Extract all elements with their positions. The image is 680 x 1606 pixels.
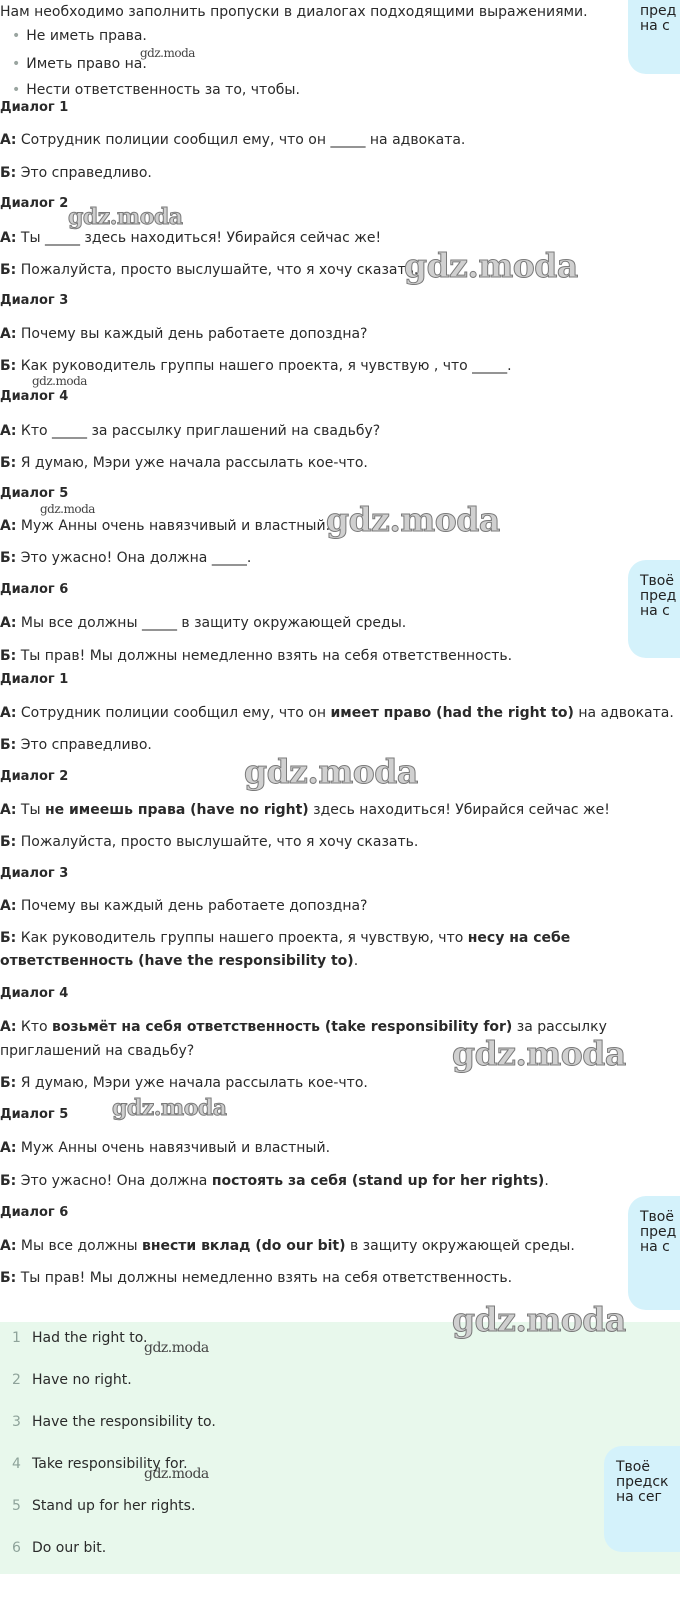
dialog-line: приглашений на свадьбу?	[0, 1043, 195, 1059]
answer-item: 1 Had the right to.	[12, 1330, 148, 1346]
watermark: gdz.moda	[452, 1034, 626, 1073]
watermark: gdz.moda	[144, 1340, 209, 1356]
dialog-line: А: Почему вы каждый день работаете допоздна?	[0, 898, 368, 914]
answer-list	[0, 1322, 680, 1574]
dialog-line: ответственность (have the responsibility to).	[0, 953, 359, 969]
watermark: gdz.moda	[144, 1466, 209, 1482]
dialog-heading: Диалог 3	[0, 866, 69, 881]
watermark: gdz.moda	[452, 1300, 626, 1339]
chat-bubble[interactable]: Твоё пред на с	[628, 560, 680, 658]
dialog-line: Б: Я думаю, Мэри уже начала рассылать кое-что.	[0, 1075, 368, 1091]
dialog-heading: Диалог 1	[0, 672, 69, 687]
dialog-heading: Диалог 4	[0, 986, 69, 1001]
answer-item: 3 Have the responsibility to.	[12, 1414, 216, 1430]
dialog-line: А: Почему вы каждый день работаете допоздна?	[0, 326, 368, 342]
chat-bubble[interactable]: Твоё пред на с	[628, 1196, 680, 1310]
dialog-heading: Диалог 4	[0, 389, 69, 404]
phrase-item: • Нести ответственность за то, чтобы.	[12, 82, 300, 98]
dialog-line: Б: Я думаю, Мэри уже начала рассылать кое-что.	[0, 455, 368, 471]
dialog-heading: Диалог 5	[0, 1107, 69, 1122]
answer-item: 5 Stand up for her rights.	[12, 1498, 196, 1514]
dialog-line: А: Сотрудник полиции сообщил ему, что он _____ на адвоката.	[0, 132, 466, 148]
dialog-heading: Диалог 3	[0, 293, 69, 308]
dialog-line: А: Мы все должны внести вклад (do our bit) в защиту окружающей среды.	[0, 1238, 575, 1254]
watermark: gdz.moda	[68, 204, 183, 230]
watermark: gdz.moda	[326, 500, 500, 539]
dialog-line: А: Кто _____ за рассылку приглашений на свадьбу?	[0, 423, 381, 439]
chat-bubble[interactable]: Твоё предск на сег	[604, 1446, 680, 1552]
watermark: gdz.moda	[140, 46, 195, 60]
dialog-line: А: Ты не имеешь права (have no right) здесь находиться! Убирайся сейчас же!	[0, 802, 610, 818]
dialog-line: Б: Пожалуйста, просто выслушайте, что я хочу сказать.	[0, 834, 419, 850]
dialog-line: Б: Пожалуйста, просто выслушайте, что я хочу сказать.	[0, 262, 419, 278]
dialog-line: Б: Как руководитель группы нашего проекта, я чувствую , что _____.	[0, 358, 512, 374]
dialog-line: Б: Как руководитель группы нашего проекта, я чувствую, что несу на себе	[0, 930, 571, 946]
dialog-heading: Диалог 5	[0, 486, 69, 501]
dialog-line: А: Мы все должны _____ в защиту окружающей среды.	[0, 615, 407, 631]
dialog-heading: Диалог 1	[0, 100, 69, 115]
chat-bubble[interactable]: пред на с	[628, 0, 680, 74]
dialog-line: Б: Ты прав! Мы должны немедленно взять на себя ответственность.	[0, 648, 513, 664]
dialog-line: Б: Это ужасно! Она должна _____.	[0, 550, 252, 566]
watermark: gdz.moda	[112, 1095, 227, 1121]
dialog-heading: Диалог 6	[0, 582, 69, 597]
watermark: gdz.moda	[40, 502, 95, 516]
dialog-line: Б: Это ужасно! Она должна постоять за себя (stand up for her rights).	[0, 1173, 549, 1189]
watermark: gdz.moda	[404, 246, 578, 285]
dialog-line: Б: Это справедливо.	[0, 737, 152, 753]
intro-text: Нам необходимо заполнить пропуски в диалогах подходящими выражениями.	[0, 4, 588, 20]
phrase-item: • Не иметь права.	[12, 28, 147, 44]
watermark: gdz.moda	[32, 374, 87, 388]
dialog-heading: Диалог 2	[0, 196, 69, 211]
dialog-line: А: Ты _____ здесь находиться! Убирайся сейчас же!	[0, 230, 382, 246]
watermark: gdz.moda	[244, 752, 418, 791]
dialog-heading: Диалог 6	[0, 1205, 69, 1220]
dialog-heading: Диалог 2	[0, 769, 69, 784]
dialog-line: А: Муж Анны очень навязчивый и властный.	[0, 1140, 331, 1156]
dialog-line: А: Кто возьмёт на себя ответственность (take responsibility for) за рассылку	[0, 1019, 607, 1035]
dialog-line: Б: Ты прав! Мы должны немедленно взять на себя ответственность.	[0, 1270, 513, 1286]
answer-item: 2 Have no right.	[12, 1372, 132, 1388]
answer-item: 4 Take responsibility for.	[12, 1456, 188, 1472]
phrase-item: • Иметь право на.	[12, 56, 147, 72]
dialog-line: А: Муж Анны очень навязчивый и властный.	[0, 518, 331, 534]
dialog-line: Б: Это справедливо.	[0, 165, 152, 181]
dialog-line: А: Сотрудник полиции сообщил ему, что он имеет право (had the right to) на адвоката.	[0, 705, 674, 721]
answer-item: 6 Do our bit.	[12, 1540, 107, 1556]
